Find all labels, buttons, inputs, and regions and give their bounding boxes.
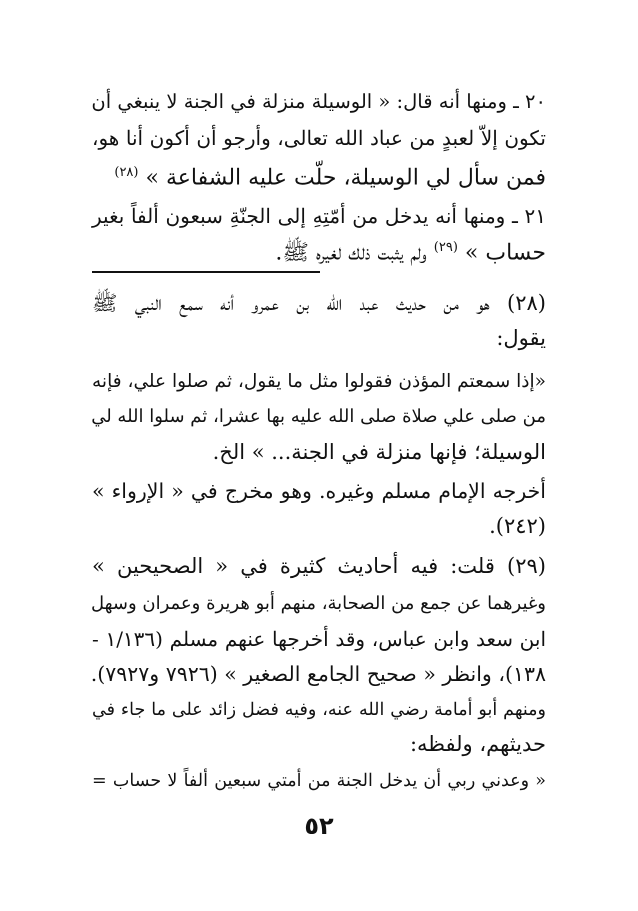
footnote-line-9: وغيرهما عن جمع من الصحابة، منهم أبو هريرة وعمران وسهل: [90, 593, 546, 614]
footnote-line-14: « وعدني ربي أن يدخل الجنة من أمتي سبعين ألفاً لا حساب =: [92, 771, 546, 791]
body-line-5: [92, 228, 546, 268]
footnote-line-3: «إذا سمعتم المؤذن فقولوا مثل ما يقول، ثم صلوا علي، فإنه: [92, 371, 546, 392]
body-line-5-text: حساب »: [464, 240, 546, 266]
footnote-ref-29: (٢٩): [433, 240, 458, 255]
body-line-3-text: فمن سأل لي الوسيلة، حلّت عليه الشفاعة »: [145, 165, 546, 191]
footnote-line-7: (٢٤٢).: [489, 514, 546, 538]
footnote-separator: [92, 271, 320, 273]
footnote-line-5: الوسيلة؛ فإنها منزلة في الجنة... » الخ.: [212, 440, 546, 464]
footnote-line-1: (٢٨) هو من حديث عبد الله بن عمرو أنه سمع النبي ﷺ: [92, 291, 546, 315]
body-line-5-rest: ولم يثبت ذلك لغيره ﷺ.: [275, 240, 427, 266]
footnote-line-13: حديثهم، ولفظه:: [409, 732, 546, 756]
body-line-4: ٢١ ـ ومنها أنه يدخل من أمّتِهِ إلى الجنّةِ سبعون ألفاً بغير: [92, 204, 547, 228]
footnote-line-6: أخرجه الإمام مسلم وغيره. وهو مخرج في « الإرواء »: [92, 479, 546, 503]
footnote-line-8: (٢٩) قلت: فيه أحاديث كثيرة في « الصحيحين »: [92, 554, 546, 578]
footnote-line-2: يقول:: [496, 326, 546, 350]
body-line-2: تكون إلاّ لعبدٍ من عباد الله تعالى، وأرجو أن أكون أنا هو،: [92, 126, 546, 150]
footnote-ref-28: (٢٨): [114, 165, 139, 180]
body-line-1: ٢٠ ـ ومنها أنه قال: « الوسيلة منزلة في الجنة لا ينبغي أن: [91, 90, 546, 113]
footnote-line-12: ومنهم أبو أمامة رضي الله عنه، وفيه فضل زائد على ما جاء في: [92, 700, 546, 720]
footnote-line-11: ١٣٨)، وانظر « صحيح الجامع الصغير » (٧٩٢٦ و٧٩٢٧).: [90, 662, 546, 686]
footnote-line-4: من صلى علي صلاة صلى الله عليه بها عشرا، ثم سلوا الله لي: [91, 406, 546, 427]
page-number: ٥٢: [304, 812, 334, 840]
footnote-line-10: ابن سعد وابن عباس، وقد أخرجها عنهم مسلم (١/١٣٦ -: [92, 627, 546, 651]
book-page: [92, 0, 546, 911]
body-line-3: [92, 153, 546, 193]
